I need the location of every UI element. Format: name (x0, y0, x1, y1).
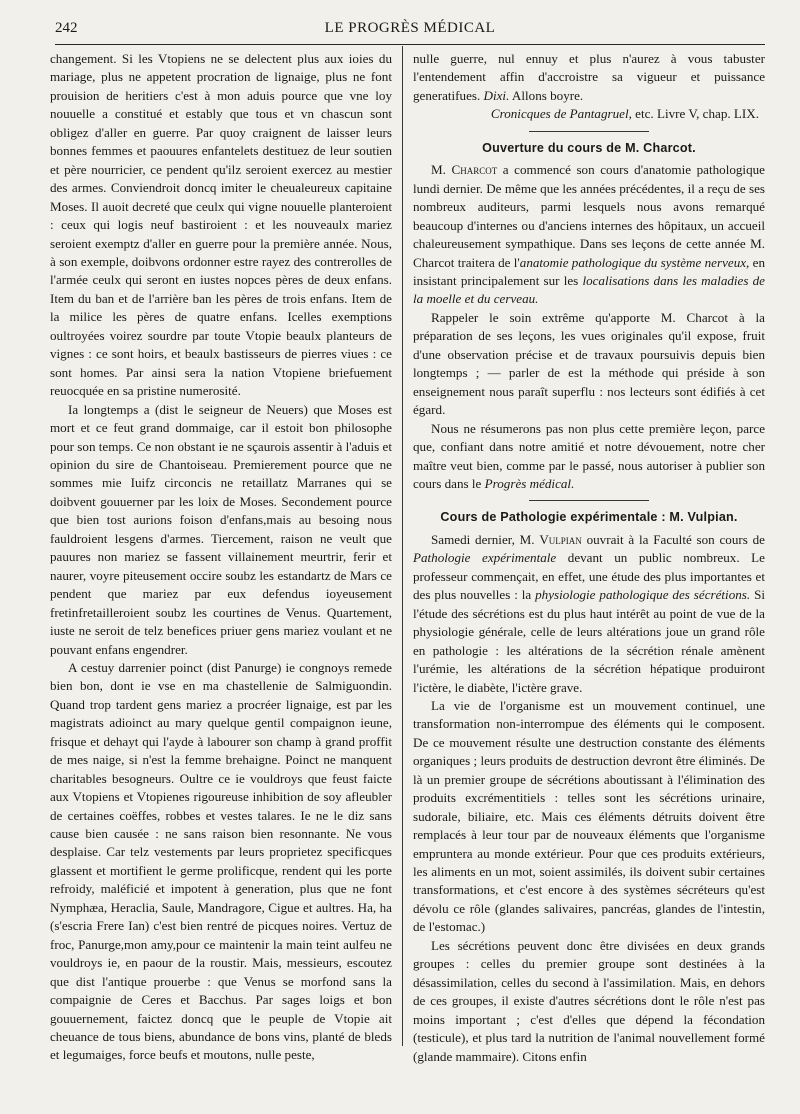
paragraph: La vie de l'organisme est un mouvement continuel, une transformation non-interrompue des éléments qui le composent. De ce mouvement résulte une destruction constante des éléments organiques ; leurs produits de destruction devront être éliminés. De là un premier groupe de sécrétions aboutissant à l'élimination des produits excrémentitiels : telles sont les sécrétions urinaire, sudorale, biliaire, etc. Mais ces éléments détruits doivent être remplacés à leur tour par de nouveaux éléments que l'organisme empruntera au monde extérieur. Pour que ces produits extérieurs, les aliments en un mot, soient assimilés, ils doivent subir certaines transformations, et c'est encore à des systèmes sécréteurs qu'est dévolu ce rôle (glandes salivaires, pancréas, glandes de l'intestin, de l'estomac.) (413, 697, 765, 935)
column-divider (402, 46, 403, 1046)
page-header (55, 20, 765, 42)
paragraph: Les sécrétions peuvent donc être divisées en deux grands groupes : celles du premier groupe sont destinées à la désassimilation, celles du second à l'assimilation. Mais, en dehors de ces groupes, il existe d'autres sécrétions dont le rôle n'est pas moins important ; c'est d'elles que dépend la fécondation (testicule), et plus tard la nutrition de l'animal nouvellement formé (glande mammaire). Citons enfin (413, 937, 765, 1064)
right-column (413, 50, 765, 1066)
text-run: M. (431, 162, 452, 178)
text-run: Samedi dernier, M. (431, 531, 540, 547)
section-title: Ouverture du cours de M. Charcot. (482, 140, 696, 155)
left-column (50, 50, 392, 1065)
text-run: Pathologie expérimentale (413, 550, 557, 566)
paragraph: changement. Si les Vtopiens ne se delectent plus aux ioies du mariage, plus ne appetent procration de lignaige, plus ne font prouision de heritiers c'est à mon aduis pource que vne loy nouuelle a constitué et estably que tous et vn chascun sont obligez d'aller en guerre. Par quoy craignent de laisser leurs bonnes femmes et paouures enfantelets destituez de leur soutien et père nourricier, ce pendent qu'ilz seroient exercez au mestier des armes. Conviendroit doncq imiter le cheualeureux capitaine Moses. Il auoit decreté que ceulx qui vigne nouuelle planteroient : ceux qui logis neuf bastiroient : et les nouveaulx mariez seroient exemptz d'aller en guerre pour la première année. Nous, à son exemple, doibvons ordonner estre rayez des contrerolles de l'armée ceulx qui seront en iustes nopces pères de deux enfans. Item du ban et de l'arrière ban les pères de trois enfans. Item de la milice les pères de quatre enfans. Icelles exemptions oultroyées voirez sourdre par toute Vtopie beaulx planteurs de vignes : ce sont hoirs, et beaulx bastisseurs de pierres viues : ce sont homes. Par ainsi sera la nation Vtopiene briefuement reuocquée en sa pristine numerosité. (50, 51, 392, 399)
text-run: Allons boyre. (509, 87, 584, 103)
text-run: Si l'étude des sécrétions est du plus haut intérêt au point de vue de la physiologie générale, celle de leurs altérations joue un grand rôle en pathologie : les altérations de la sécrétion rénale amènent l'urémie, les altérations de la sécrétion hépatique produiront l'ictère, le diabète, l'ictère grave. (413, 587, 765, 695)
section-divider (529, 500, 649, 501)
paragraph: A cestuy darrenier poinct (dist Panurge) ie congnoys remede bien bon, dont ie vse en ma chastellenie de Salmiguondin. Quand trop tardent gens mariez a procréer lignaige, est par les magistrats adioinct au mary quelque gentil compaignon ieune, frisque et dehayt qui l'ayde à labourer son champ à grand proffit de mes naige, si n'est la femme brehaigne. Poinct ne manquent charitables besogneurs. Oultre ce ie vouldroys que feust faicte aux Vtopiens et Vtopienes rigoureuse inhibition de soy afleubler de certaines coëffes, robbes et vestes talares. Ie ne le diz sans cause bien causée : ne sans raison bien resonnante. Ne vous desplaise. Car telz vestements par leurs proprietez specificques glassent et mortifient le germe prolificque, rendent qui les porte refroidy, maléficié et impotent à generation, plus que ne font Nymphæa, Heraclia, Saule, Mandragore, Cigue et aultres. Ha, ha (s'escria Frere Ian) c'est bien rentré de picques noires. Vertuz de froc, Panurge,mon amy,pour ce maintenir la main teint aulfeu ne vouldroys ie, en paour de la roustir. Mais, messieurs, escoutez que dist l'antique prouerbe : que Venus se morfond sans la compaignie de Ceres et Bacchus. Par sages loigs et bon gouuernement, faictez doncq que le peuple de Vtopie ait cheuance de tous biens, abundance de bons vins, planté de bleds et legumaiges, force beufs et moutons, nulle peste, (50, 659, 392, 1063)
journal-title: LE PROGRÈS MÉDICAL (324, 20, 496, 36)
paragraph (413, 161, 765, 309)
paragraph: Rappeler le soin extrême qu'apporte M. Charcot à la préparation de ses leçons, les vues originales qu'il expose, fruit d'une observation précise et de travaux poursuivis depuis bien longtemps ; — parler de est la méthode qui préside à son enseignement nous paraît superflu : nos lecteurs sont édifiés à cet égard. (413, 309, 765, 418)
citation (413, 105, 765, 123)
text-run: devant un public nombreux. Le professeur commençait, en effet, une étude des plus importantes et des plus nouvelles : la (413, 550, 765, 603)
page-number: 242 (55, 20, 78, 36)
text-run: anatomie pathologique du système nerveux, (519, 254, 750, 270)
paragraph (413, 50, 765, 105)
paragraph (413, 420, 765, 494)
section-title: Cours de Pathologie expérimentale : M. Vulpian. (440, 510, 738, 525)
text-run: nulle guerre, nul ennuy et plus n'aurez à vous tabuster l'entendement affin d'accroistre sa vigueur et puissance generatifues. (413, 51, 765, 103)
text-run: a commencé son cours d'anatomie pathologique lundi dernier. De même que les années précédentes, il a reçu de ses nombreux auditeurs, parmi lesquels nous avons remarqué beaucoup d'internes ou d'anciens internes des hôpitaux, un accueil chaleureusement sympathique. Dans ses leçons de cette année M. Charcot traitera de l' (413, 162, 765, 270)
text-run: Dixi. (483, 87, 510, 103)
citation-title: Cronicques de Pantagruel, (490, 106, 632, 122)
text-run: localisations dans les maladies de la moelle et du cerveau. (413, 272, 765, 307)
paragraph (413, 531, 765, 697)
text-run: Progrès médical. (484, 475, 575, 491)
citation-reference: etc. Livre V, chap. LIX. (631, 106, 759, 122)
section-divider (529, 131, 649, 132)
text-run: physiologie pathologique des sécrétions. (535, 587, 751, 603)
paragraph: Ia longtemps a (dist le seigneur de Neuers) que Moses est mort et ce feut grand dommaige, car il estoit bon philosophe pour son temps. Ce non obstant ie ne sçaurois assentir à l'aduis et opinion du sire de Chantoiseau. Premierement pource que ne sommes mie Iuifz circoncis ne retaillatz Marranes qui se doibvent gouuerner par les loix de Moses. Secondement pource que bien tost aurions foison d'enfans,mais au besoing nous fauldroient lesgens d'armes. Tiercement, raison ne veult que pauures non mariez se fassent villainement meurtrir, ferir et naurer, voyre piteusement occire soubz les estandartz de Mars ce pendent que mariez par eux defendus ioyeusement fretinfretailleroient soubz les courtines de Venus. Quartement, iuste ne seroit de telz benefices priuer gens mariez voulant et ne pouvant enfans engendrer. (50, 401, 392, 657)
header-rule (55, 44, 765, 45)
text-run: ouvrait à la Faculté son cours de (581, 531, 765, 547)
text-run: Nous ne résumerons pas non plus cette première leçon, parce que, confiant dans notre amitié et notre dévouement, notre cher maître veut bien, comme par le passé, nous autoriser à publier son cours dans le (413, 420, 765, 491)
text-run: en insistant principalement sur les (413, 254, 766, 288)
author-name: Vulpian (539, 531, 582, 547)
author-name: Charcot (451, 162, 498, 178)
